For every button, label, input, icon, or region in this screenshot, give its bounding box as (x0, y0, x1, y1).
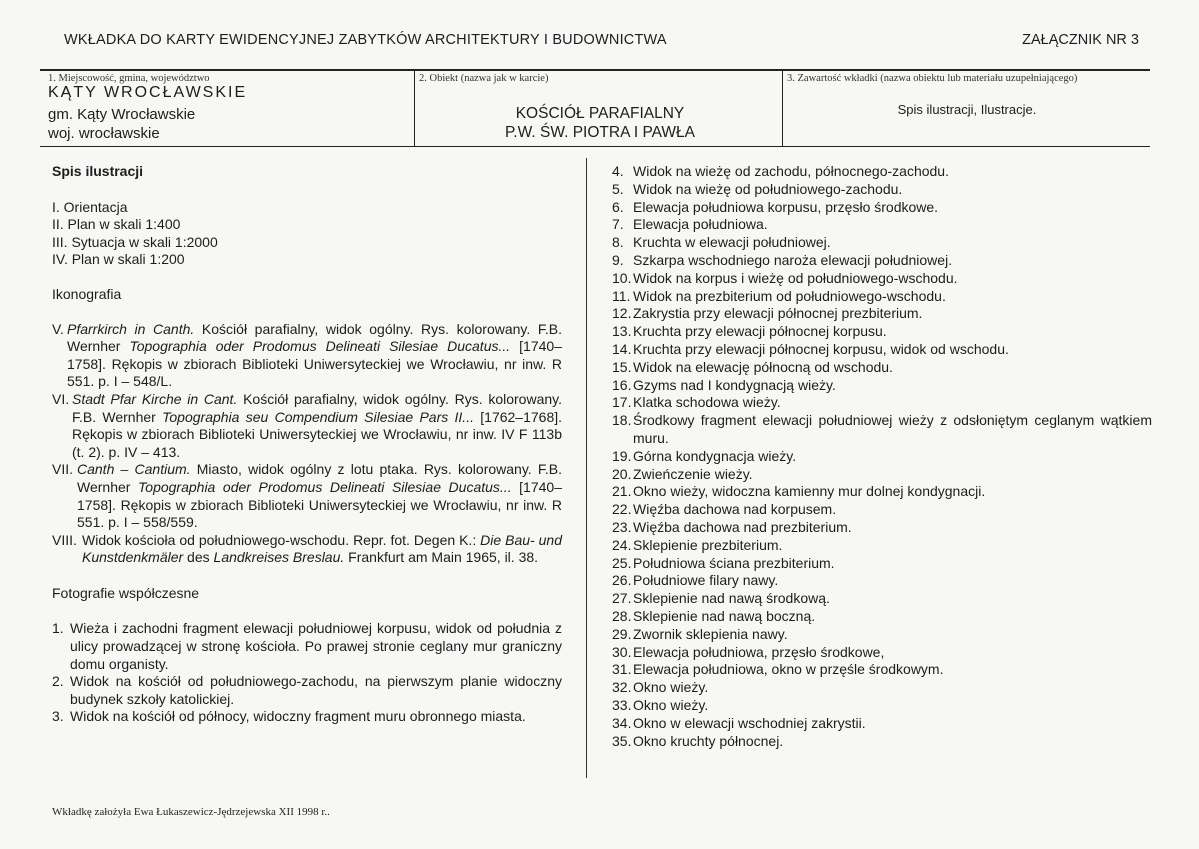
object-line-2: P.W. ŚW. PIOTRA I PAWŁA (504, 124, 696, 141)
list-item (612, 572, 1152, 590)
list-item (612, 626, 1152, 644)
item-number: 27. (612, 590, 632, 607)
item-number: 20. (612, 465, 632, 482)
item-number: VIII. (52, 531, 77, 548)
item-text: Kościół parafialny, widok ogólny. Rys. kolorowany. F.B. Wernher (67, 320, 563, 355)
item-number: 34. (612, 714, 632, 731)
list-item (612, 199, 1152, 217)
item-number: 22. (612, 501, 632, 518)
item-number: 5. (612, 180, 624, 197)
item-text: Okno wieży. (633, 679, 709, 696)
list-item (612, 679, 1152, 697)
item-text: Widok na korpus i wieżę od południowego-wschodu. (633, 269, 958, 286)
list-item (612, 394, 1152, 412)
item-number: 9. (612, 251, 624, 268)
item-text: Widok na kościół od północy, widoczny fragment muru obronnego miasta. (70, 708, 526, 725)
list-item (612, 519, 1152, 537)
item-title: Pfarrkirch in Canth. (67, 320, 195, 337)
item-text: Frankfurt am Main 1965, il. 38. (344, 549, 539, 566)
list-item (612, 483, 1152, 501)
box1-label: 1. Miejscowość, gmina, województwo (48, 73, 210, 84)
item-text: Elewacja południowa. (633, 216, 768, 233)
list-item (612, 252, 1152, 270)
item-text: Środkowy fragment elewacji południowej wieży z odsłoniętym ceglanym wątkiem muru. (633, 412, 1152, 446)
item-number: 19. (612, 447, 632, 464)
item-text: Kruchta przy elewacji północnej korpusu. (633, 323, 887, 340)
item-text: Szkarpa wschodniego naroża elewacji południowej. (633, 251, 953, 268)
item-text: Okno wieży, widoczna kamienny mur dolnej kondygnacji. (633, 483, 986, 500)
item-number: 30. (612, 643, 632, 660)
item-number: 32. (612, 679, 632, 696)
list-item (612, 359, 1152, 377)
item-number: 14. (612, 340, 632, 357)
item-number: 16. (612, 376, 632, 393)
item-number: 4. (612, 163, 624, 179)
list-item (612, 305, 1152, 323)
list-item (612, 288, 1152, 306)
item-text: Kruchta w elewacji południowej. (633, 234, 831, 251)
item-number: 24. (612, 536, 632, 553)
item-text: Widok na elewację północną od wschodu. (633, 358, 893, 375)
item-number: 17. (612, 394, 632, 411)
item-text: Więźba dachowa nad prezbiterium. (633, 518, 852, 535)
item-number: 6. (612, 198, 624, 215)
list-item (612, 697, 1152, 715)
column-divider-2 (782, 70, 783, 147)
list-item (52, 673, 562, 708)
item-title: Topographia seu Compendium Silesiae Pars II... (162, 408, 474, 425)
list-item (612, 448, 1152, 466)
item-number: 23. (612, 518, 632, 535)
list-item (52, 461, 562, 531)
item-text: Miasto, widok ogólny z lotu ptaka. Rys. kolorowany. F.B. Wernher (77, 461, 562, 495)
item-title: Topographia oder Prodomus Delineati Silesiae Ducatus... (138, 478, 512, 495)
item-number: 3. (52, 708, 64, 725)
item-text: Okno kruchty północnej. (633, 732, 784, 749)
list-item (612, 608, 1152, 626)
item-text: Widok kościoła od południowego-wschodu. Repr. fot. Degen K.: (82, 531, 481, 548)
place-name: KĄTY WROCŁAWSKIE (48, 84, 248, 101)
list-item (612, 555, 1152, 573)
list-item (612, 733, 1152, 751)
item-number: VII. (52, 461, 74, 478)
item-number: 18. (612, 412, 632, 429)
item-text: Gzyms nad I kondygnacją wieży. (633, 376, 836, 393)
list-item (612, 377, 1152, 395)
item-title: Die Bau- und Kunstdenkmäler (82, 531, 562, 566)
item-text: [1740–1758]. Rękopis w zbiorach Biblioteki Uniwersyteckiej we Wrocławiu, nr inw. R 551. p. I – 558/559. (77, 478, 562, 531)
item-text: Zwornik sklepienia nawy. (633, 625, 788, 642)
contents-text: Spis ilustracji, Ilustracje. (897, 102, 1037, 117)
list-item: II. Plan w skali 1:400 (52, 216, 181, 233)
box2-label: 2. Obiekt (nazwa jak w karcie) (419, 73, 549, 84)
list-item (612, 270, 1152, 288)
item-title: Canth – Cantium. (77, 461, 191, 478)
box3-label: 3. Zawartość wkładki (nazwa obiektu lub materiału uzupełniającego) (787, 73, 1078, 84)
iconography-heading: Ikonografia (52, 285, 122, 302)
annex-number: ZAŁĄCZNIK NR 3 (1022, 32, 1139, 48)
list-item (612, 466, 1152, 484)
header-title: WKŁADKA DO KARTY EWIDENCYJNEJ ZABYTKÓW ARCHITEKTURY I BUDOWNICTWA (64, 32, 667, 48)
item-text: Widok na prezbiterium od południowego-wschodu. (633, 287, 946, 304)
item-text: Zwieńczenie wieży. (633, 465, 753, 482)
list-item (52, 391, 562, 461)
list-item (612, 537, 1152, 555)
item-text: Okno wieży. (633, 696, 709, 713)
item-number: 7. (612, 216, 624, 233)
item-number: 29. (612, 625, 632, 642)
item-text: Widok na kościół od południowego-zachodu, na pierwszym planie widoczny budynek szkoły katolickiej. (70, 673, 562, 707)
list-item (612, 323, 1152, 341)
item-text: Kruchta przy elewacji północnej korpusu, widok od wschodu. (633, 340, 1009, 357)
list-item (612, 341, 1152, 359)
item-text: Sklepienie prezbiterium. (633, 536, 783, 553)
item-number: 21. (612, 483, 632, 500)
item-text: Widok na wieżę od południowego-zachodu. (633, 180, 903, 197)
list-item (612, 501, 1152, 519)
item-text: Widok na wieżę od zachodu, północnego-zachodu. (633, 163, 949, 179)
column-separator (586, 158, 587, 778)
item-text: Górna kondygnacja wieży. (633, 447, 797, 464)
list-item: III. Sytuacja w skali 1:2000 (52, 233, 218, 250)
item-text: Więźba dachowa nad korpusem. (633, 501, 837, 518)
item-number: 2. (52, 673, 64, 690)
list-item (612, 216, 1152, 234)
item-text: Kościół parafialny, widok ogólny. Rys. kolorowany. F.B. Wernher (72, 390, 562, 425)
list-heading: Spis ilustracji (52, 163, 144, 179)
column-divider-1 (414, 70, 415, 147)
list-item (612, 181, 1152, 199)
item-number: 31. (612, 661, 632, 678)
item-text: Południowa ściana prezbiterium. (633, 554, 835, 571)
item-title: Landkreises Breslau. (213, 549, 345, 566)
left-column (52, 163, 562, 726)
right-column (612, 163, 1152, 750)
object-line-1: KOŚCIÓŁ PARAFIALNY (515, 105, 685, 122)
photos-heading: Fotografie współczesne (52, 584, 200, 601)
item-text: [1762–1768]. Rękopis w zbiorach Biblioteki Uniwersyteckiej we Wrocławiu, nr inw. IV F 113b (t. 2). p. IV – 413. (72, 408, 563, 460)
middle-rule (40, 146, 1150, 147)
list-item: I. Orientacja (52, 198, 128, 215)
item-number: 28. (612, 607, 632, 624)
list-item (52, 321, 562, 391)
item-text: Sklepienie nad nawą boczną. (633, 607, 816, 624)
item-text: Zakrystia przy elewacji północnej prezbiterium. (633, 305, 923, 322)
list-item (612, 661, 1152, 679)
plans-list (52, 199, 562, 269)
item-title: Topographia oder Prodomus Delineati Silesiae Ducatus... (129, 338, 511, 355)
item-number: VI. (52, 390, 70, 407)
list-item: IV. Plan w skali 1:200 (52, 251, 185, 268)
list-item (612, 644, 1152, 662)
item-number: 10. (612, 269, 632, 286)
item-title: Stadt Pfar Kirche in Cant. (72, 390, 238, 407)
item-text: Elewacja południowa korpusu, przęsło środkowe. (633, 198, 939, 215)
item-text: Wieża i zachodni fragment elewacji południowej korpusu, widok od południa z ulicy prowadzącej w stronę kościoła. Po prawej stronie ceglany mur graniczny domu organisty. (70, 620, 562, 672)
item-text: Południowe filary nawy. (633, 572, 779, 589)
item-text: Okno w elewacji wschodniej zakrystii. (633, 714, 866, 731)
item-text: Sklepienie nad nawą środkową. (633, 590, 830, 607)
list-item (52, 532, 562, 567)
list-item (52, 620, 562, 673)
item-text: Elewacja południowa, przęsło środkowe, (633, 643, 885, 660)
list-item (612, 590, 1152, 608)
item-number: 15. (612, 358, 632, 375)
list-item (612, 715, 1152, 733)
item-text: Elewacja południowa, okno w przęśle środkowym. (633, 661, 944, 678)
item-text: Klatka schodowa wieży. (633, 394, 781, 411)
list-item (612, 412, 1152, 448)
item-text: [1740–1758]. Rękopis w zbiorach Biblioteki Uniwersyteckiej we Wrocławiu, nr inw. R 551. p. I – 548/L. (67, 338, 562, 390)
item-number: 11. (612, 287, 631, 304)
item-number: V. (52, 320, 64, 337)
item-number: 26. (612, 572, 632, 589)
item-number: 8. (612, 234, 624, 251)
item-number: 13. (612, 323, 632, 340)
object-name (418, 104, 782, 142)
list-item (52, 708, 562, 726)
item-number: 1. (52, 620, 64, 637)
commune: gm. Kąty Wrocławskie (48, 106, 196, 123)
voivodeship: woj. wrocławskie (48, 125, 160, 142)
top-rule (40, 69, 1150, 71)
item-number: 35. (612, 732, 632, 749)
item-number: 25. (612, 554, 632, 571)
item-text: des (183, 549, 214, 566)
footer-note: Wkładkę założyła Ewa Łukaszewicz-Jędrzejewska XII 1998 r.. (52, 806, 330, 818)
item-number: 33. (612, 696, 632, 713)
list-item (612, 234, 1152, 252)
list-item (612, 163, 1152, 181)
item-number: 12. (612, 305, 632, 322)
